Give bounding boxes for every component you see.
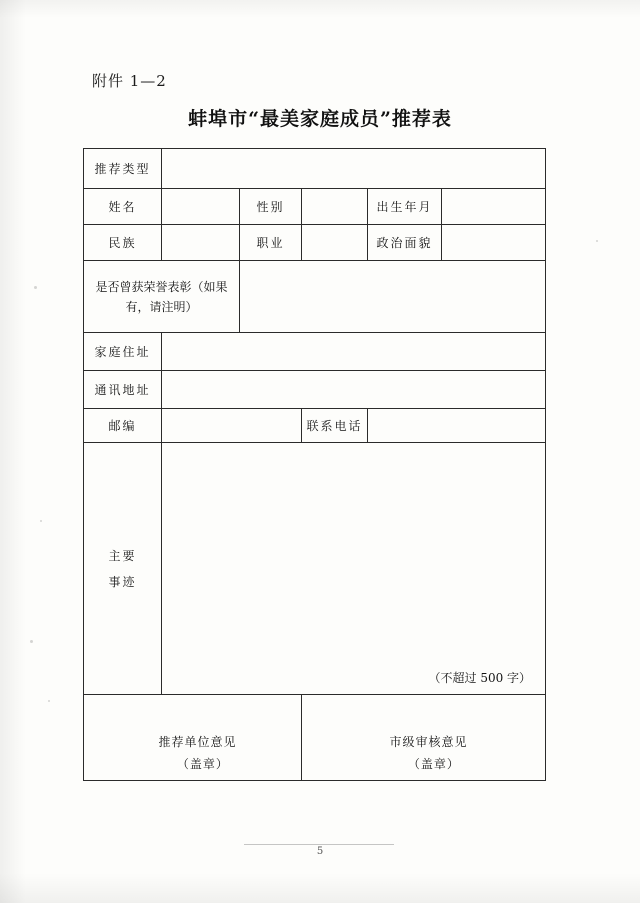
mail-address-label: 通讯地址	[84, 371, 162, 409]
recommend-type-value[interactable]	[162, 149, 546, 189]
scan-shadow-bottom	[0, 873, 640, 903]
seal-note-right: （盖章）	[407, 757, 460, 771]
birth-label: 出生年月	[368, 189, 442, 225]
main-deeds-label-line1: 主要	[108, 548, 137, 563]
gender-label: 性别	[240, 189, 302, 225]
postcode-label: 邮编	[84, 409, 162, 443]
honor-value[interactable]	[240, 261, 546, 333]
main-deeds-value[interactable]	[162, 443, 546, 695]
scan-shadow-top	[0, 0, 640, 18]
page-title: 蚌埠市“最美家庭成员”推荐表	[188, 108, 452, 130]
table-row	[84, 695, 546, 781]
phone-label: 联系电话	[302, 409, 368, 443]
scan-speck	[40, 520, 42, 522]
political-status-label: 政治面貌	[368, 225, 442, 261]
phone-value[interactable]	[368, 409, 546, 443]
footer-divider	[244, 844, 394, 845]
attachment-label: 附件 1—2	[92, 72, 167, 90]
birth-value[interactable]	[442, 189, 546, 225]
ethnicity-label: 民族	[84, 225, 162, 261]
political-status-value[interactable]	[442, 225, 546, 261]
recommend-type-label: 推荐类型	[84, 149, 162, 189]
table-row	[84, 225, 546, 261]
main-deeds-label	[84, 443, 162, 695]
main-deeds-label-line2: 事迹	[108, 574, 137, 589]
table-row	[84, 261, 546, 333]
word-limit-note: （不超过 500 字）	[428, 671, 532, 685]
recommendation-form-table	[83, 148, 546, 781]
postcode-value[interactable]	[162, 409, 302, 443]
name-label: 姓名	[84, 189, 162, 225]
table-row	[84, 409, 546, 443]
mail-address-value[interactable]	[162, 371, 546, 409]
scan-speck	[34, 286, 37, 289]
scan-speck	[48, 700, 50, 702]
scan-speck	[596, 240, 598, 242]
city-review-opinion-cell[interactable]	[302, 695, 546, 781]
table-row	[84, 189, 546, 225]
scan-speck	[30, 640, 33, 643]
home-address-label: 家庭住址	[84, 333, 162, 371]
city-review-opinion-label: 市级审核意见	[389, 735, 468, 749]
recommend-unit-opinion-label: 推荐单位意见	[158, 735, 237, 749]
page-number: 5	[316, 846, 324, 857]
occupation-label: 职业	[240, 225, 302, 261]
gender-value[interactable]	[302, 189, 368, 225]
table-row	[84, 333, 546, 371]
recommend-unit-opinion-cell[interactable]	[84, 695, 302, 781]
seal-note-left: （盖章）	[176, 757, 229, 771]
scan-shadow-left	[0, 0, 26, 903]
table-row	[84, 443, 546, 695]
table-row	[84, 371, 546, 409]
honor-label: 是否曾获荣誉表彰（如果有，请注明）	[84, 261, 240, 333]
home-address-value[interactable]	[162, 333, 546, 371]
name-value[interactable]	[162, 189, 240, 225]
table-row	[84, 149, 546, 189]
occupation-value[interactable]	[302, 225, 368, 261]
ethnicity-value[interactable]	[162, 225, 240, 261]
